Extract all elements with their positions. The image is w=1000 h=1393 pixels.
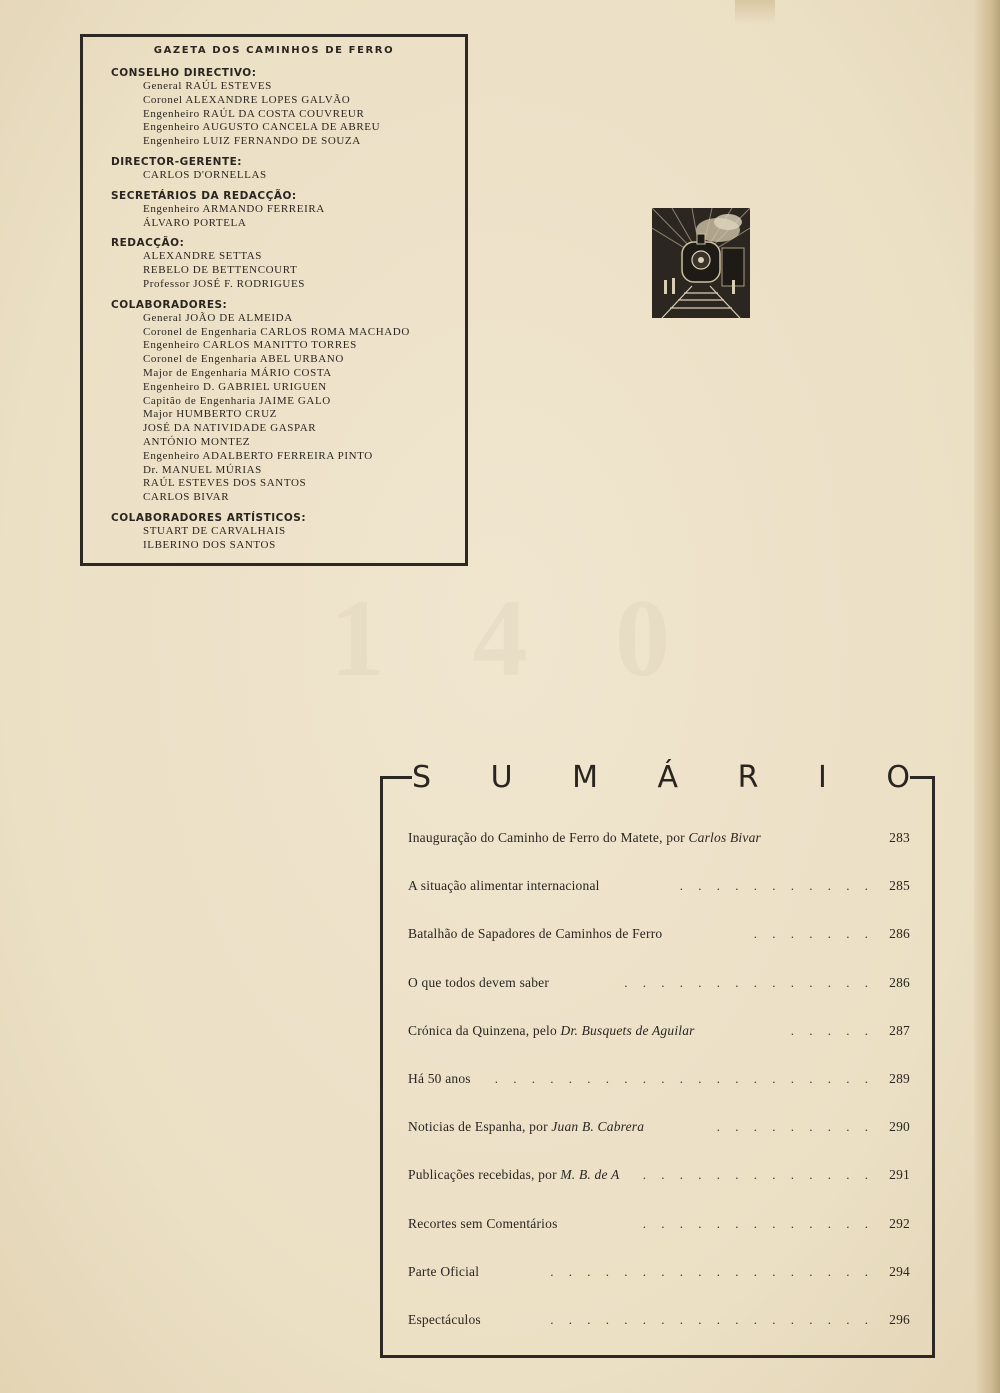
page-edge xyxy=(974,0,1000,1393)
toc-leader-dots: . . . . . . . xyxy=(753,926,874,942)
staff-member: RAÚL ESTEVES DOS SANTOS xyxy=(143,477,307,490)
staff-sections xyxy=(111,67,457,553)
toc-entry xyxy=(408,1214,910,1262)
toc-leader-dots: . . . . . . . . . . . xyxy=(679,878,874,894)
table-of-contents xyxy=(408,828,910,1358)
toc-entry-text: Há 50 anos xyxy=(408,1070,471,1086)
staff-member: STUART DE CARVALHAIS xyxy=(143,524,286,537)
toc-entry-text: Espectáculos xyxy=(408,1311,481,1327)
sumario-frame-right xyxy=(932,776,935,1358)
toc-entry-title xyxy=(408,876,600,896)
locomotive-woodcut-icon xyxy=(652,208,750,318)
toc-entry-title xyxy=(408,1069,471,1089)
staff-section-heading: REDACÇÃO: xyxy=(111,237,185,250)
toc-entry-author: Carlos Bivar xyxy=(688,830,761,845)
page-crease xyxy=(735,0,775,24)
toc-entry-title xyxy=(408,1214,558,1234)
toc-leader-dots: . . . . . . . . . . . . . xyxy=(642,1167,874,1183)
toc-entry-title xyxy=(408,1262,479,1282)
toc-leader-dots: . . . . . . . . . . . . . . . . . . xyxy=(550,1263,874,1279)
toc-entry-text: Noticias de Espanha, por xyxy=(408,1119,552,1135)
toc-entry-title xyxy=(408,828,761,848)
toc-entry-text: Parte Oficial xyxy=(408,1263,480,1279)
toc-entry-title xyxy=(408,1021,695,1041)
toc-entry-author: M. B. de A xyxy=(560,1167,620,1183)
toc-leader-dots: . . . . . . . . . . . . . . . . . . xyxy=(550,1311,874,1327)
sumario-title-letter: S xyxy=(412,760,432,795)
sumario-frame-left xyxy=(380,776,383,1358)
staff-member: ILBERINO DOS SANTOS xyxy=(143,538,276,551)
staff-member: Engenheiro CARLOS MANITTO TORRES xyxy=(143,339,357,352)
toc-entry xyxy=(408,1310,910,1358)
sumario-frame-top-left xyxy=(382,776,412,779)
staff-member: General JOÃO DE ALMEIDA xyxy=(143,311,293,324)
toc-entry-title xyxy=(408,973,549,993)
toc-entry xyxy=(408,828,910,876)
toc-entry xyxy=(408,1021,910,1069)
toc-entry xyxy=(408,924,910,972)
toc-entry-author: Dr. Busquets de Aguilar xyxy=(560,1022,695,1038)
toc-entry xyxy=(408,1117,910,1165)
staff-member: Engenheiro AUGUSTO CANCELA DE ABREU xyxy=(143,121,381,134)
staff-section-heading: COLABORADORES ARTÍSTICOS: xyxy=(111,511,307,524)
toc-page-number: 285 xyxy=(889,878,910,894)
toc-leader-dots: . . . . . . . . . . . . . . xyxy=(624,974,874,990)
toc-entry-text: Crónica da Quinzena, pelo xyxy=(408,1022,561,1038)
toc-entry-text: Publicações recebidas, por xyxy=(408,1167,561,1183)
toc-page-number: 286 xyxy=(889,974,910,990)
toc-entry-author: Juan B. Cabrera xyxy=(551,1119,645,1135)
toc-entry-title xyxy=(408,1310,481,1330)
staff-member: ANTÓNIO MONTEZ xyxy=(143,435,251,448)
toc-entry-text: Batalhão de Sapadores de Caminhos de Ferro xyxy=(408,926,663,942)
sumario-title-letter: Á xyxy=(657,760,679,795)
toc-page-number: 283 xyxy=(889,830,910,845)
toc-entry xyxy=(408,1069,910,1117)
staff-member: ALEXANDRE SETTAS xyxy=(143,250,263,263)
staff-member: Engenheiro D. GABRIEL URIGUEN xyxy=(143,380,327,393)
toc-entry-text: Recortes sem Comentários xyxy=(408,1215,558,1231)
staff-member: Dr. MANUEL MÚRIAS xyxy=(143,463,262,476)
toc-leader-dots: . . . . . . . . . xyxy=(716,1119,874,1135)
toc-entry xyxy=(408,1165,910,1213)
sumario-title-letter: M xyxy=(572,760,598,795)
toc-page-number: 294 xyxy=(889,1263,910,1279)
toc-entry-text: A situação alimentar internacional xyxy=(408,878,600,894)
toc-page-number: 286 xyxy=(889,926,910,942)
toc-page-number: 289 xyxy=(889,1070,910,1086)
toc-page-number: 291 xyxy=(889,1167,910,1183)
staff-section-heading: COLABORADORES: xyxy=(111,298,228,311)
toc-page-number: 287 xyxy=(889,1022,910,1038)
toc-entry-title xyxy=(408,1165,619,1185)
staff-member: Major de Engenharia MÁRIO COSTA xyxy=(143,366,332,379)
toc-entry-text: Inauguração do Caminho de Ferro do Matete, por xyxy=(408,830,689,845)
toc-entry xyxy=(408,973,910,1021)
toc-entry-text: O que todos devem saber xyxy=(408,974,550,990)
toc-entry xyxy=(408,876,910,924)
staff-section-heading: CONSELHO DIRECTIVO: xyxy=(111,67,257,79)
toc-leader-dots: . . . . . xyxy=(790,1022,874,1038)
staff-member: Coronel de Engenharia CARLOS ROMA MACHADO xyxy=(143,325,410,338)
sumario-title xyxy=(412,760,910,796)
staff-section-heading: SECRETÁRIOS DA REDACÇÃO: xyxy=(111,189,297,202)
staff-member: Engenheiro ARMANDO FERREIRA xyxy=(143,202,325,215)
staff-member: Engenheiro LUIZ FERNANDO DE SOUZA xyxy=(143,135,361,148)
staff-member: ÁLVARO PORTELA xyxy=(143,216,247,229)
toc-entry xyxy=(408,1262,910,1310)
staff-section-heading: DIRECTOR-GERENTE: xyxy=(111,155,242,168)
staff-box xyxy=(80,34,468,566)
staff-member: Coronel de Engenharia ABEL URBANO xyxy=(143,353,344,366)
staff-title: GAZETA DOS CAMINHOS DE FERRO xyxy=(153,45,395,56)
staff-member: REBELO DE BETTENCOURT xyxy=(143,264,298,277)
show-through-shadow: 1 4 0 xyxy=(330,577,700,699)
sumario-frame-top-right xyxy=(910,776,934,779)
staff-member: CARLOS BIVAR xyxy=(143,491,230,504)
staff-member: Capitão de Engenharia JAIME GALO xyxy=(143,394,331,407)
staff-member: Major HUMBERTO CRUZ xyxy=(143,408,277,421)
toc-page-number: 290 xyxy=(889,1119,910,1135)
toc-entry-title xyxy=(408,1117,644,1137)
sumario-title-letter: U xyxy=(490,760,513,795)
staff-member: General RAÚL ESTEVES xyxy=(143,80,272,92)
staff-member: Engenheiro ADALBERTO FERREIRA PINTO xyxy=(143,449,373,462)
staff-member: CARLOS D'ORNELLAS xyxy=(143,168,267,181)
toc-leader-dots: . . . . . . . . . . . . . . . . . . . . . xyxy=(494,1070,874,1086)
toc-page-number: 296 xyxy=(889,1311,910,1327)
staff-member: Coronel ALEXANDRE LOPES GALVÃO xyxy=(143,93,351,106)
staff-member: JOSÉ DA NATIVIDADE GASPAR xyxy=(143,422,317,435)
toc-page-number: 292 xyxy=(889,1215,910,1231)
staff-member: Engenheiro RAÚL DA COSTA COUVREUR xyxy=(143,107,365,120)
toc-leader-dots: . . . . . . . . . . . . . xyxy=(642,1215,874,1231)
sumario-title-letter: I xyxy=(817,760,827,795)
staff-member: Professor JOSÉ F. RODRIGUES xyxy=(143,277,305,290)
sumario-title-letter: R xyxy=(737,760,759,795)
toc-entry-title xyxy=(408,924,662,944)
sumario-title-letter: O xyxy=(886,760,910,795)
